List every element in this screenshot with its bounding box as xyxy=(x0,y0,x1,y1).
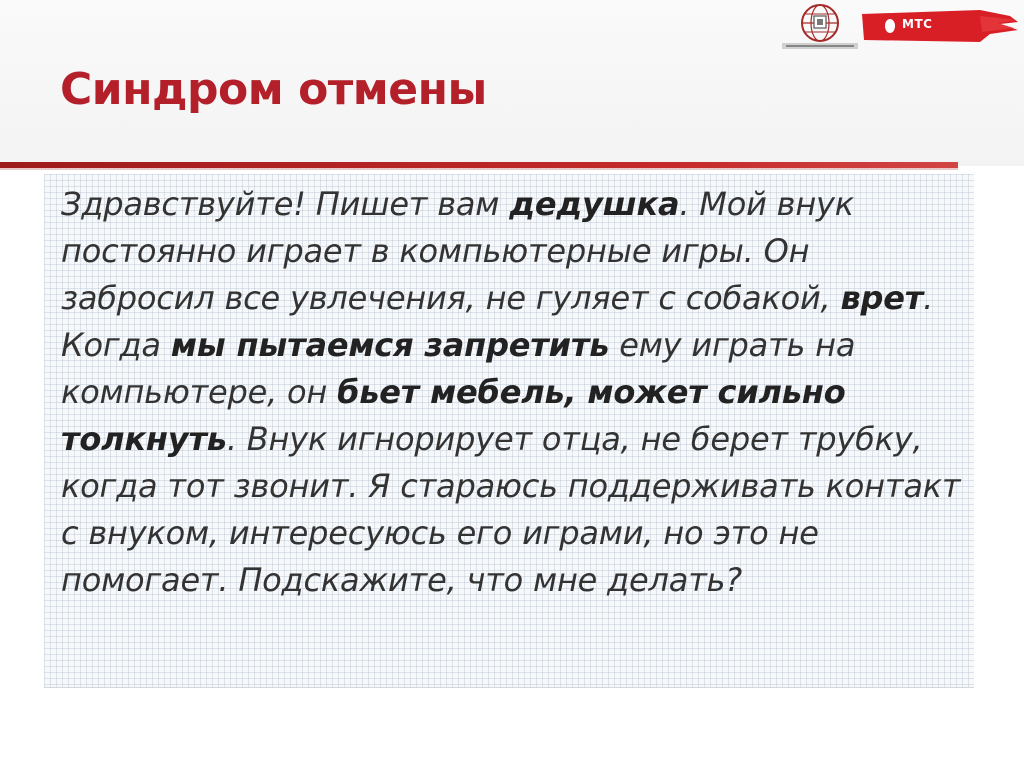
text-run: . Когда xyxy=(61,279,934,364)
text-run: . Внук игнорирует отца, не берет трубку, когда тот звонит. Я стараюсь поддерживать контакт с внуком, интересуюсь его играми, но это не помогает. Подскажите, что мне делать? xyxy=(61,420,961,599)
mts-logo xyxy=(860,8,1020,44)
slide-title: Синдром отмены xyxy=(60,64,487,115)
globe-seal-icon xyxy=(778,2,862,54)
text-run: ему играть на компьютере, он xyxy=(61,326,856,411)
bold-run: врет xyxy=(840,279,924,317)
title-divider-shadow xyxy=(0,168,958,170)
body-paragraph xyxy=(61,181,971,604)
bold-run: мы пытаемся запретить xyxy=(170,326,610,364)
bold-run: бьет мебель, может сильно толкнуть xyxy=(61,373,846,458)
mts-label: МТС xyxy=(902,17,933,31)
text-run: Здравствуйте! Пишет вам xyxy=(61,185,510,223)
mts-egg-icon xyxy=(885,19,895,33)
text-run: . Мой внук постоянно играет в компьютерные игры. Он забросил все увлечения, не гуляет с собакой, xyxy=(61,185,854,317)
bold-run: дедушка xyxy=(509,185,680,223)
